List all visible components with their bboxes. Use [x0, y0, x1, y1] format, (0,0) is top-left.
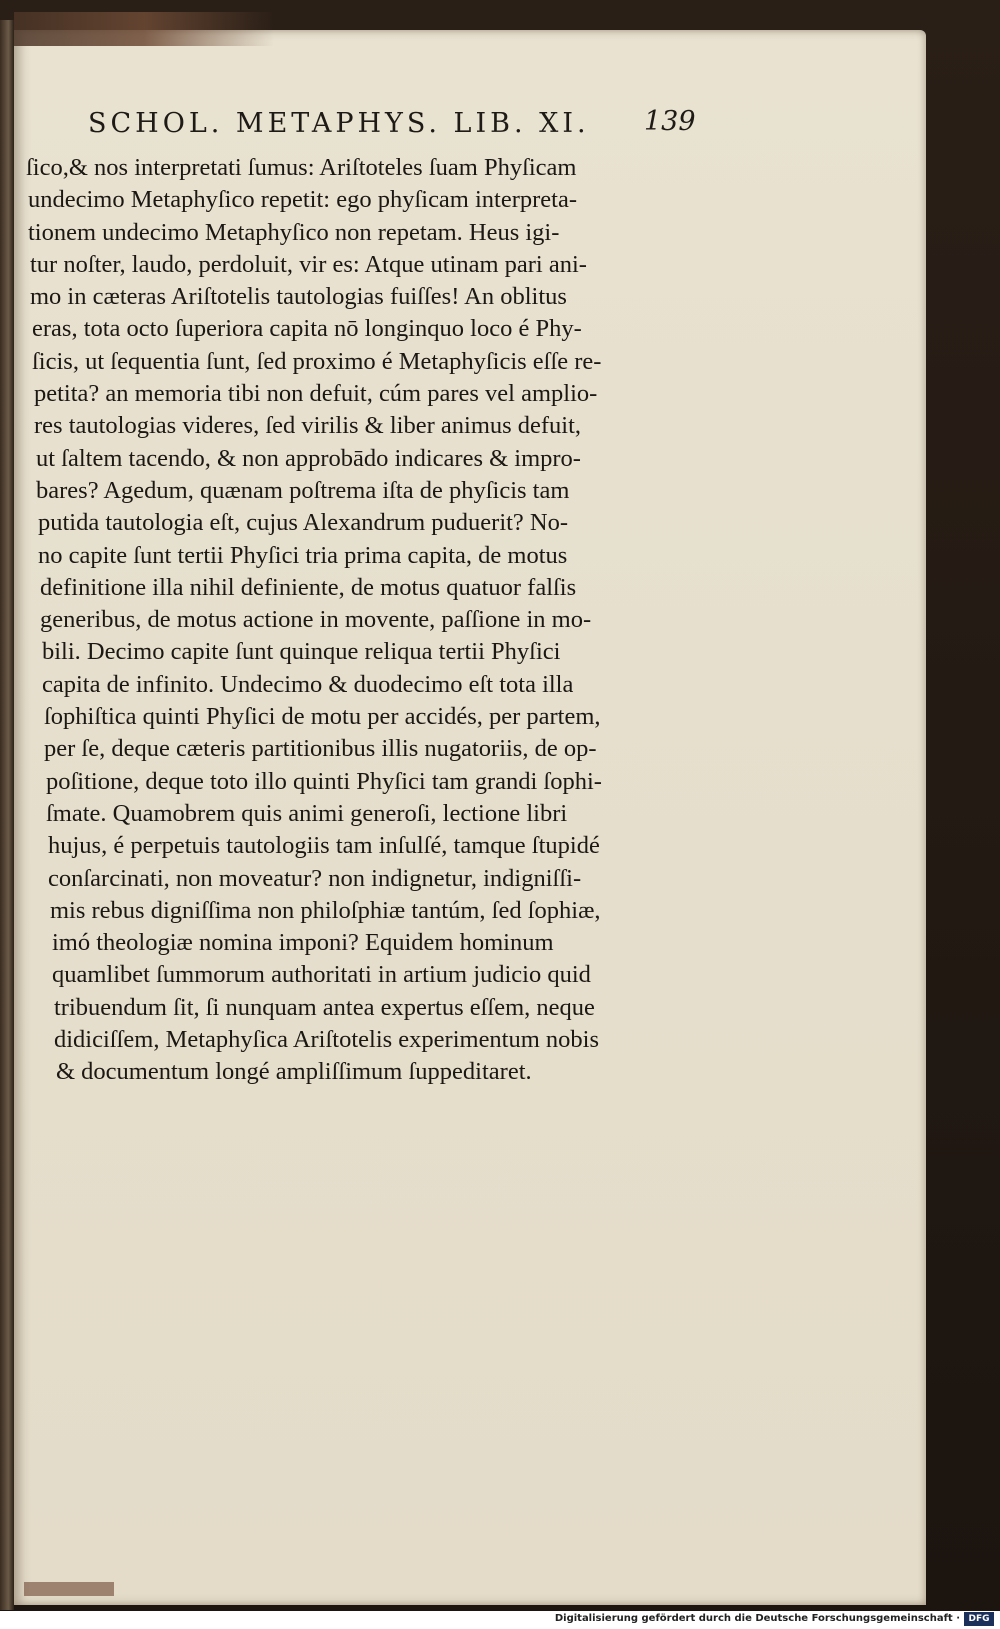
dfg-logo: DFG [964, 1612, 994, 1626]
text-line: didiciſſem, Metaphyſica Ariſtotelis experimentum nobis [54, 1026, 600, 1054]
text-line: imó theologiæ nomina imponi? Equidem hominum [52, 929, 554, 957]
text-line: petita? an memoria tibi non defuit, cúm pares vel amplio- [34, 380, 598, 408]
text-line: hujus, é perpetuis tautologiis tam inſulſé, tamque ſtupidé [48, 832, 600, 860]
text-line: no capite ſunt tertii Phyſici tria prima capita, de motus [38, 541, 568, 569]
text-line: mis rebus digniſſima non philoſphiæ tantúm, ſed ſophiæ, [50, 896, 601, 924]
text-line: mo in cæteras Ariſtotelis tautologias fuiſſes! An oblitus [30, 283, 567, 311]
text-line: ſmate. Quamobrem quis animi generoſi, lectione libri [46, 799, 568, 827]
text-line: generibus, de motus actione in movente, paſſione in mo- [40, 606, 592, 634]
body-text [24, 152, 724, 1089]
text-line: ut ſaltem tacendo, & non approbādo indicares & impro- [36, 444, 581, 472]
text-line: putida tautologia eſt, cujus Alexandrum puduerit? No- [38, 509, 569, 537]
page-stain-top [14, 12, 274, 46]
text-line: bili. Decimo capite ſunt quinque reliqua tertii Phyſici [42, 638, 561, 666]
text-line: res tautologias videres, ſed virilis & liber animus defuit, [34, 412, 582, 440]
text-line: bares? Agedum, quænam poſtrema iſta de phyſicis tam [36, 476, 570, 504]
text-line: per ſe, deque cæteris partitionibus illis nugatoriis, de op- [44, 735, 597, 763]
text-line: tribuendum ſit, ſi nunquam antea expertus eſſem, neque [54, 993, 595, 1021]
text-line: ſico,& nos interpretati ſumus: Ariſtoteles ſuam Phyſicam [26, 154, 577, 181]
page-stain-bottom [24, 1582, 114, 1596]
book-gutter [0, 20, 14, 1610]
text-line: ſicis, ut ſequentia ſunt, ſed proximo é Metaphyſicis eſſe re- [32, 347, 602, 375]
text-line: tionem undecimo Metaphyſico non repetam. Heus igi- [28, 218, 560, 246]
page-number: 139 [644, 106, 696, 137]
footer-credit: Digitalisierung gefördert durch die Deutsche Forschungsgemeinschaft · [554, 1613, 960, 1624]
text-line: undecimo Metaphyſico repetit: ego phyſicam interpreta- [28, 186, 578, 214]
running-head: SCHOL. METAPHYS. LIB. XI. [88, 108, 590, 139]
text-line: conſarcinati, non moveatur? non indignetur, indigniſſi- [48, 864, 582, 892]
text-line: capita de infinito. Undecimo & duodecimo eſt tota illa [42, 670, 574, 698]
text-line: & documentum longé ampliſſimum ſuppeditaret. [56, 1058, 532, 1086]
text-line: tur noſter, laudo, perdoluit, vir es: Atque utinam pari ani- [30, 250, 587, 278]
text-line: quamlibet ſummorum authoritati in artium judicio quid [52, 961, 591, 989]
text-line: ſophiſtica quinti Phyſici de motu per accidés, per partem, [44, 703, 601, 731]
text-line: eras, tota octo ſuperiora capita nō longinquo loco é Phy- [32, 315, 582, 343]
text-line: poſitione, deque toto illo quinti Phyſici tam grandi ſophi- [46, 767, 602, 795]
text-line: definitione illa nihil definiente, de motus quatuor falſis [40, 573, 577, 601]
